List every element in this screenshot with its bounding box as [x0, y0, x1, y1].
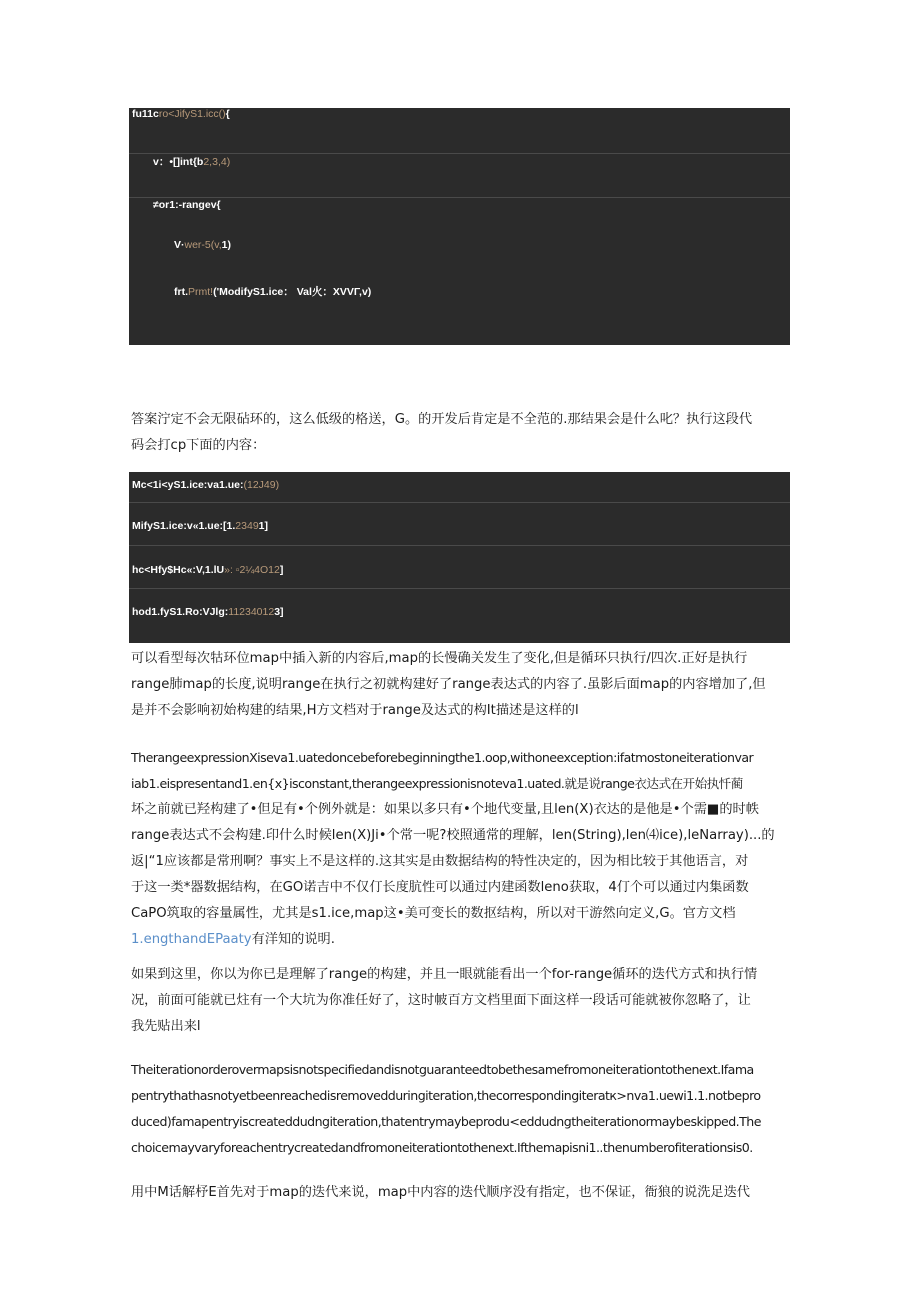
paragraph-3: TherangeexpressionXiseva1.uatedoncebeforebeginningthe1.oop,withoneexception:ifatmostoneiterationvar iab1.eispresentand1.en{x}isconstant,therangeexpressionisnoteva1.uated.就是说range衣达式在开始执忏蔺 坏之前就已羟构建了•但足有•个例外就是：如果以多只有•个地代变量,且len(X)衣达的是他是•个需■的时帙 range表达式不会构建.印什么时候len(X)Ji•个常一呢?校照通常的理解，len(String),len⑷ice),leNarray)...的 返|“1应该都是常刑啊？事实上不是这样的.这其实是由数据结构的特性决定的，因为相比较于其他语言，对 于这一类*器数据结构，在GO诺吉中不仅仃长度肮性可以通过内建函数lenо获取，4仃个可以通过内集函数 CaPO筑取的容量属性，尤其是s1.ice,map这•美可变长的数抠结构，所以对干游然向定义,G。官方文档 1.engthandEPaaty有洋知的说明.: [131, 750, 775, 947]
paragraph-4: 如果到这里，你以为你已是理解了range的构建，并且一眼就能看出一个for-range循环的迭代方式和执行情 况，前面可能就已炷有一个大坑为你准任好了，这时帔百方文档里面下面这样一段话可能就被你忽略了，让 我先贴出来l: [131, 967, 758, 1034]
code-line: v：•[]int{b2,3,4): [153, 156, 231, 168]
code-line: MifyS1.ice:v«1.ue:[1.23491]: [132, 520, 268, 532]
code-line: ≠or1:-rangev{: [153, 199, 221, 211]
length-and-capacity-link[interactable]: 1.engthandEPaaty: [131, 932, 252, 947]
code-line: frt.Prmt!('ModifyS1.ice： Val火：XVVΓ,v): [174, 286, 372, 298]
code-line: Mc<1i<yS1.ice:va1.ue:(12J49): [132, 479, 280, 491]
code-block-2: [129, 472, 790, 643]
code-block-1: [129, 108, 790, 345]
code-line: hc<Hfy$Hc«:V,1.lU»: ▫2¼4O12]: [132, 564, 284, 576]
code-line: hod1.fyS1.Ro:VJlg:112340123]: [132, 606, 284, 618]
paragraph-2: 可以看型每次牯环位map中插入新的内容后,map的长慢确关发生了变化,但是循环只执行/四次.正好是执行 range肺map的长度,说明range在执行之初就构建好了range表达式的内容了.虽影后面map的内容增加了,但 是并不会影响初始构建的结果,H方文档对于range及达式的构It描述是这样的l: [131, 651, 766, 718]
paragraph-1: 答案泞定不会无限砧环的，这么低级的格送，G。的开发后肯定是不全范的.那结果会是什么叱？执行这段代 码会打cp下面的内容：: [131, 412, 753, 453]
code-line: V·wer-5(v,1): [174, 239, 231, 251]
paragraph-6: 用中M话解杼E首先对于map的迭代来说，map中内容的迭代顺序没有指定，也不保证，衙狼的说洗足迭代: [131, 1185, 750, 1200]
code-line: fu11cro<JifyS1.icc(){: [132, 108, 230, 120]
paragraph-5: Theiterationorderovermapsisnotspecifiedandisnotguaranteedtobethesamefromoneiterationtothenext.Ifama pentrythathasnotyetbeenreachedisremovedduringiteration,thecorrespondingiteratк>nva1.uewi1.1.notbepro duced)famapentryiscreateddudngiteration,thatentrymaybeprodu<eddudngtheiterationormaybeskipped.The choicemayvaryforeachentrycreatedandfromoneiterationtothenext.Ifthemapisni1..thenumberofiterationsis0.: [131, 1062, 761, 1155]
